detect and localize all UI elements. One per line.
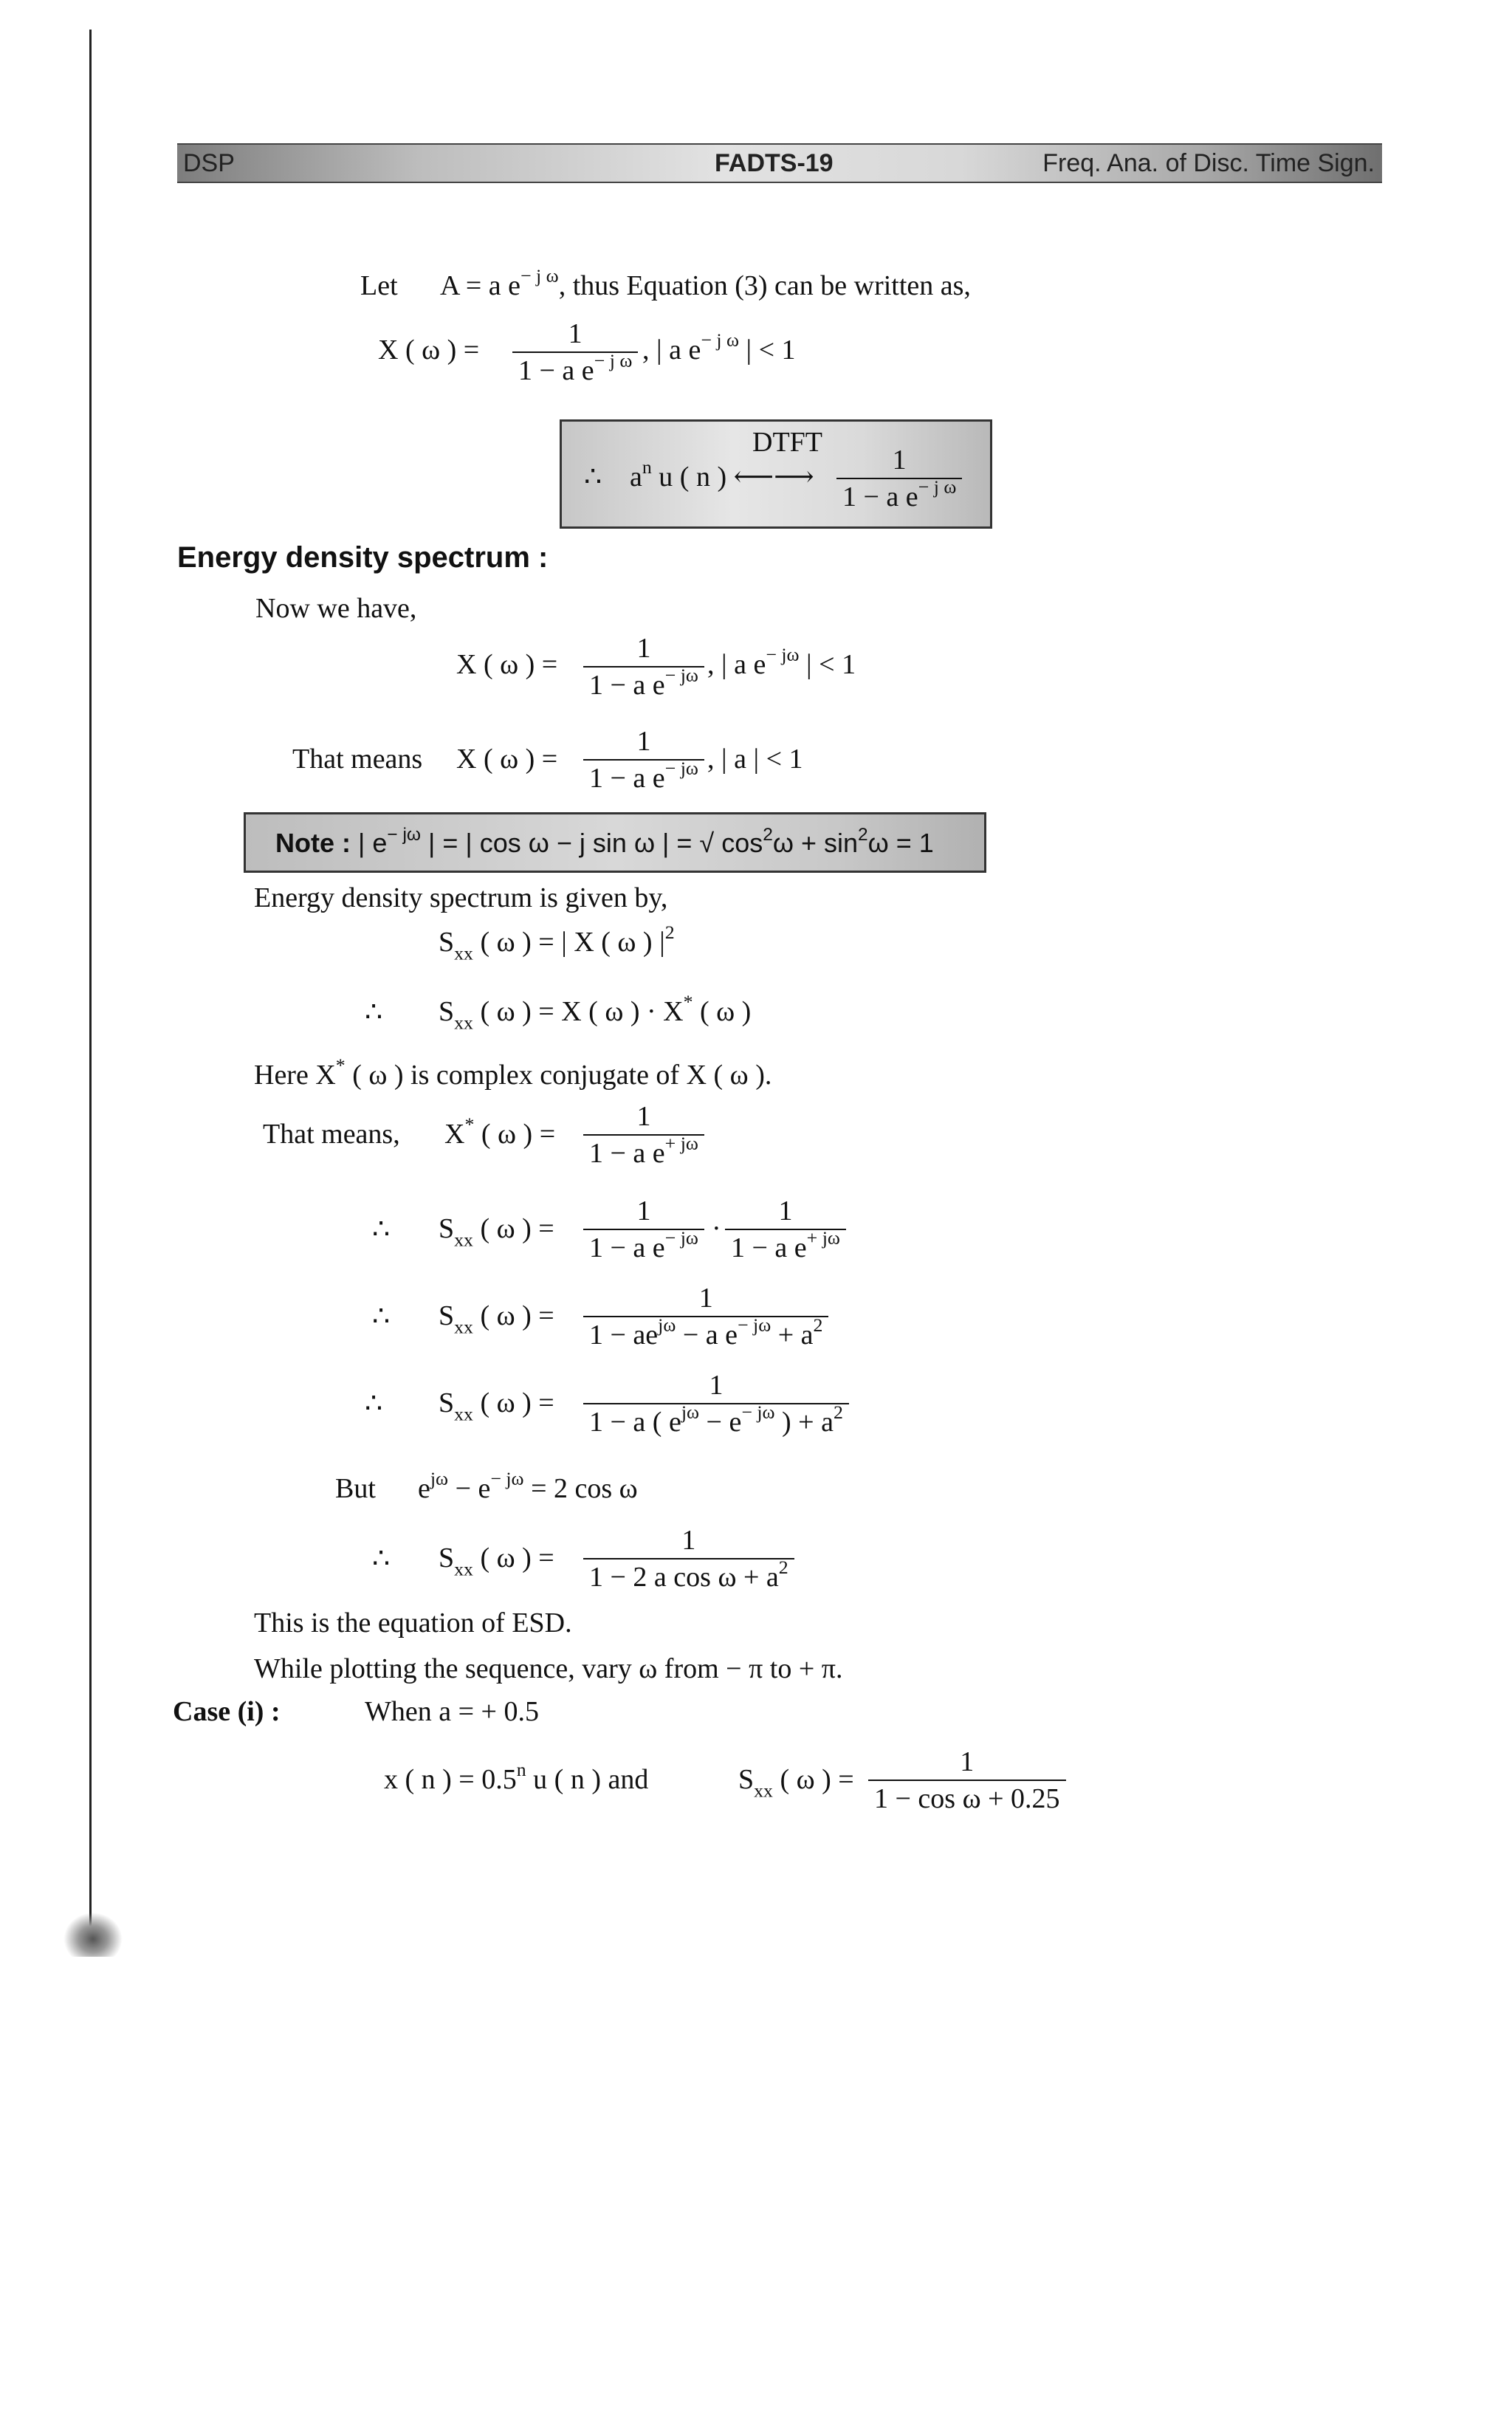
esd-line3-lhs: $S_{xx}$ ( ω ) = xyxy=(439,1213,554,1251)
esd-line4-fraction: 1 $1 - ae^{j\omega} - a$ $e^{- j\omega} + a^2$ xyxy=(583,1282,828,1351)
binding-margin-line xyxy=(89,30,92,1935)
dtft-rhs-fraction: 1 1 − a $e^{- j \omega}$ xyxy=(836,444,962,513)
eq1-condition: , | a $e^{- j\omega}$ | < 1 xyxy=(707,644,856,680)
eq1-fraction: 1 1 − a $e^{- j\omega}$ xyxy=(583,632,704,701)
therefore-symbol: ∴ xyxy=(365,1388,383,1419)
header-page-code: FADTS-19 xyxy=(715,149,834,177)
esd-line4-lhs: $S_{xx}$ ( ω ) = xyxy=(439,1300,554,1338)
plot-range-statement: While plotting the sequence, vary ω from − π to + π. xyxy=(254,1653,843,1684)
therefore-symbol: ∴ xyxy=(372,1543,391,1574)
esd-final-fraction: 1 1 − 2 a $\cos \omega + a^2$ xyxy=(583,1524,794,1593)
case-i-esd-fraction: 1 1 − cos ω + 0.25 xyxy=(868,1746,1066,1815)
esd-line3-fraction-2: 1 1 − a $e^{+ j\omega}$ xyxy=(725,1195,846,1264)
eq2-lhs: X ( ω ) = xyxy=(456,744,558,775)
esd-line1: $S_{xx}$ ( ω ) = | X ( ω ) $|^2$ xyxy=(439,922,675,964)
esd-line5-lhs: $S_{xx}$ ( ω ) = xyxy=(439,1387,554,1425)
esd-line5-fraction: 1 1 − a ( $e^{j\omega} - e^{- j\omega}$ ) + $a^2$ xyxy=(583,1369,849,1438)
but-label: But xyxy=(335,1473,376,1504)
therefore-symbol: ∴ xyxy=(584,461,602,493)
scan-smudge xyxy=(63,1912,123,1957)
note-box xyxy=(244,812,986,873)
eq2-condition: , | a | < 1 xyxy=(707,744,803,775)
complex-conjugate-line: Here X* ( ω ) is complex conjugate of X ( ω ). xyxy=(254,1054,772,1091)
conj-fraction: 1 1 − a $e^{+ j\omega}$ xyxy=(583,1100,704,1170)
therefore-symbol: ∴ xyxy=(372,1301,391,1332)
esd-line2: $S_{xx}$ ( ω ) = X ( ω ) · X* ( ω ) xyxy=(439,991,752,1034)
euler-identity: $e^{j\omega} - e^{- j\omega} = 2$ cos ω xyxy=(418,1468,638,1504)
let-label: Let xyxy=(360,270,398,301)
case-i-sequence: x ( n ) = $0.5^n$ u ( n ) and xyxy=(384,1759,649,1795)
note-text: Note : | $e^{- j\omega}$ | = | cos ω − j sin ω | = √ $\cos^2\omega + \sin^2\omega = 1$ xyxy=(275,825,934,858)
page-header xyxy=(177,143,1382,183)
multiply-dot: · xyxy=(712,1213,721,1244)
esd-statement: This is the equation of ESD. xyxy=(254,1607,572,1638)
header-chapter: Freq. Ana. of Disc. Time Sign. xyxy=(1042,149,1375,177)
case-i-condition: When a = + 0.5 xyxy=(365,1696,539,1727)
eq3-fraction: 1 1 − a $e^{- j \omega}$ xyxy=(512,318,638,387)
case-i-label: Case (i) : xyxy=(173,1696,281,1727)
case-i-esd-lhs: $S_{xx}$ ( ω ) = xyxy=(738,1764,854,1802)
dtft-pair-box xyxy=(560,419,992,529)
therefore-symbol: ∴ xyxy=(372,1214,391,1245)
dtft-label: DTFT xyxy=(752,427,822,458)
dtft-lhs: $a^n$ u ( n ) ⟵⟶ xyxy=(630,456,814,493)
section-heading-energy: Energy density spectrum : xyxy=(177,541,549,574)
esd-given: Energy density spectrum is given by, xyxy=(254,882,668,913)
now-we-have: Now we have, xyxy=(255,593,417,624)
conj-lhs: X* ( ω ) = xyxy=(444,1113,556,1150)
eq3-condition: , | a $e^{- j \omega}$ | < 1 xyxy=(642,329,796,366)
esd-final-lhs: $S_{xx}$ ( ω ) = xyxy=(439,1542,554,1580)
eq3-lhs: X ( ω ) = xyxy=(378,334,480,366)
therefore-symbol: ∴ xyxy=(365,997,383,1028)
that-means-label: That means xyxy=(292,744,423,775)
that-means-label-2: That means, xyxy=(263,1119,400,1150)
eq1-lhs: X ( ω ) = xyxy=(456,649,558,680)
header-subject: DSP xyxy=(183,149,235,177)
esd-line3-fraction-1: 1 1 − a $e^{- j\omega}$ xyxy=(583,1195,704,1264)
a-definition: A = a $e^{- j \omega}$, thus Equation (3) can be written as, xyxy=(440,265,971,301)
eq2-fraction: 1 1 − a $e^{- j\omega}$ xyxy=(583,725,704,795)
